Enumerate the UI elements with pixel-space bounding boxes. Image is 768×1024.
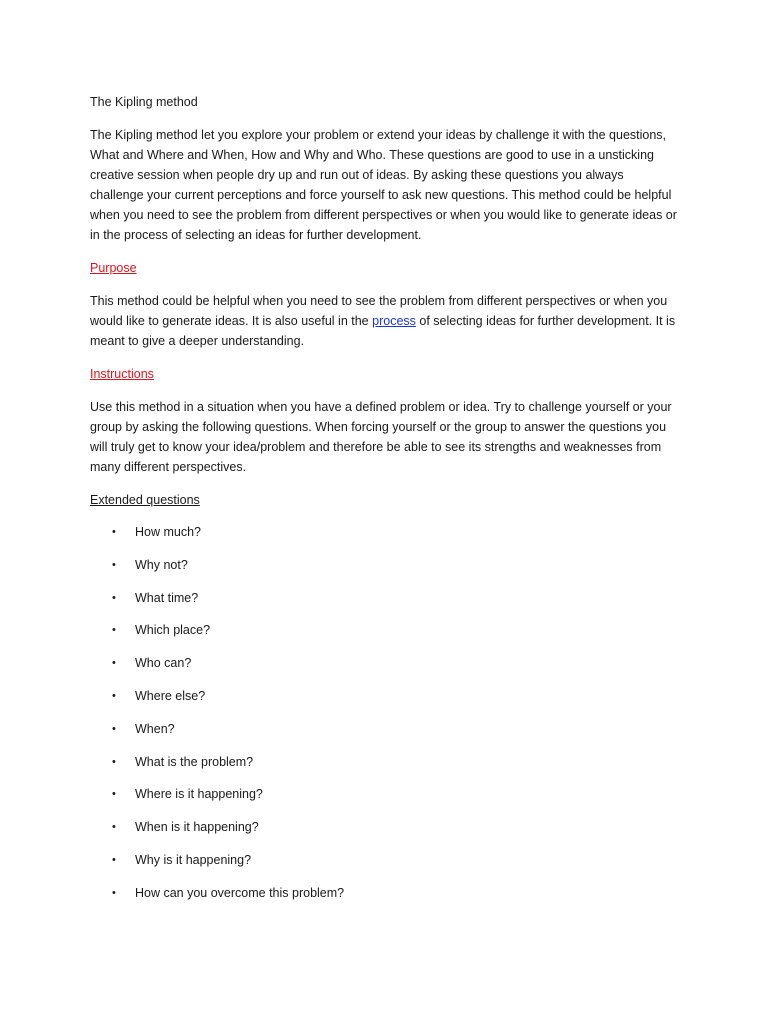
list-item (90, 653, 680, 673)
list-item (90, 784, 680, 804)
list-item (90, 850, 680, 870)
bullet-icon: • (112, 526, 116, 538)
document-title: The Kipling method (90, 95, 198, 109)
list-item-text: Where is it happening? (135, 787, 263, 802)
bullet-icon: • (112, 886, 116, 899)
bullet-icon: • (112, 689, 116, 702)
list-item (90, 620, 680, 640)
bullet-icon: • (112, 558, 116, 571)
instructions-paragraph: Use this method in a situation when you have a defined problem or idea. Try to challenge yourself or your group by asking the following questions. When forcing yourself or the group to answer the questions you will truly get to know your idea/problem and therefore be able to see its strengths and weaknesses from many different perspectives. (90, 400, 672, 474)
purpose-text-after-link: of selecting ideas for further development. It is meant to give a deeper understanding. (90, 314, 676, 348)
bullet-icon: • (112, 788, 116, 801)
document-page (90, 92, 680, 916)
bullet-icon: • (112, 821, 116, 834)
list-item-text: When is it happening? (135, 820, 259, 835)
list-item-text: When? (135, 721, 175, 736)
purpose-heading: Purpose (90, 261, 137, 275)
list-item (90, 522, 680, 542)
list-item (90, 817, 680, 837)
extended-questions-list (90, 522, 680, 903)
process-link[interactable]: process (372, 314, 416, 328)
bullet-icon: • (112, 722, 116, 735)
list-item-text: Where else? (135, 688, 206, 703)
list-item-text: Why is it happening? (135, 852, 252, 867)
bullet-icon: • (112, 853, 116, 866)
intro-paragraph: The Kipling method let you explore your problem or extend your ideas by challenge it with the questions, What and Where and When, How and Why and Who. These questions are good to use in a unsticking creative session when people dry up and run out of ideas. By asking these questions you always challenge your current perceptions and force yourself to ask new questions. This method could be helpful when you need to see the problem from different perspectives or when you would like to generate ideas or in the process of selecting an ideas for further development. (90, 128, 677, 242)
purpose-paragraph (90, 291, 680, 351)
list-item (90, 686, 680, 706)
extended-questions-heading: Extended questions (90, 493, 200, 507)
instructions-heading: Instructions (90, 367, 154, 381)
bullet-icon: • (112, 755, 116, 768)
list-item (90, 588, 680, 608)
list-item-text: What is the problem? (135, 754, 254, 769)
purpose-text-before-link: This method could be helpful when you need to see the problem from different perspectives or when you would like to generate ideas. It is also useful in the (90, 294, 668, 328)
bullet-icon: • (112, 591, 116, 604)
list-item-text: Which place? (135, 623, 211, 638)
bullet-icon: • (112, 624, 116, 637)
list-item (90, 555, 680, 575)
list-item-text: What time? (135, 590, 199, 605)
list-item-text: Who can? (135, 656, 192, 671)
list-item-text: Why not? (135, 557, 188, 572)
list-item (90, 719, 680, 739)
list-item (90, 752, 680, 772)
list-item-text: How much? (135, 525, 201, 539)
list-item-text: How can you overcome this problem? (135, 885, 345, 900)
list-item (90, 883, 680, 903)
bullet-icon: • (112, 657, 116, 670)
